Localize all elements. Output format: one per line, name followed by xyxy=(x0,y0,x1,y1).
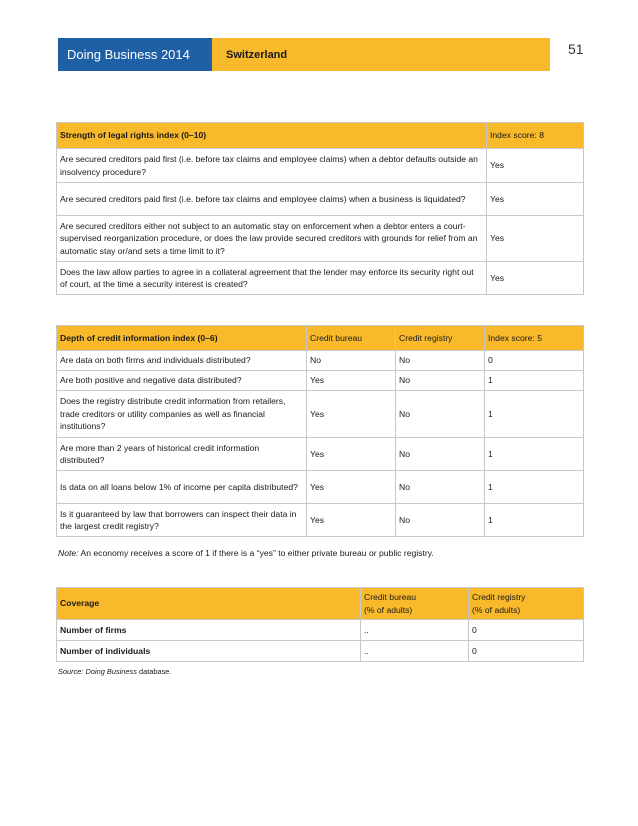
registry-cell: No xyxy=(396,351,485,371)
table-row xyxy=(57,438,584,471)
legal-rights-table xyxy=(56,122,584,295)
question-cell: Are secured creditors paid first (i.e. before tax claims and employee claims) when a debtor defaults outside an insolvency procedure? xyxy=(57,149,487,183)
question-cell: Are both positive and negative data distributed? xyxy=(57,371,307,391)
table-row xyxy=(57,391,584,438)
coverage-bureau-header xyxy=(361,588,469,620)
registry-cell: No xyxy=(396,504,485,537)
table-row xyxy=(57,620,584,641)
coverage-bureau-label: Credit bureau xyxy=(364,592,417,603)
question-cell: Is data on all loans below 1% of income per capita distributed? xyxy=(57,471,307,504)
coverage-registry-label: Credit registry xyxy=(472,592,526,603)
table-row xyxy=(57,216,584,262)
coverage-label: Number of individuals xyxy=(57,641,361,662)
score-cell: 1 xyxy=(485,438,584,471)
coverage-registry-header xyxy=(469,588,584,620)
coverage-registry-unit: (% of adults) xyxy=(472,604,521,615)
bureau-cell: Yes xyxy=(307,391,396,438)
publication-title: Doing Business 2014 xyxy=(58,38,212,71)
answer-cell: Yes xyxy=(487,216,584,262)
question-cell: Are more than 2 years of historical credit information distributed? xyxy=(57,438,307,471)
bureau-cell: Yes xyxy=(307,504,396,537)
question-cell: Does the registry distribute credit information from retailers, trade creditors or utility companies as well as financial institutions? xyxy=(57,391,307,438)
note-text: An economy receives a score of 1 if there is a “yes” to either private bureau or public registry. xyxy=(80,548,434,558)
score-cell: 1 xyxy=(485,504,584,537)
source-rest: database. xyxy=(138,667,172,676)
bureau-cell: Yes xyxy=(307,471,396,504)
coverage-bureau-cell: .. xyxy=(361,641,469,662)
registry-cell: No xyxy=(396,391,485,438)
score-cell: 0 xyxy=(485,351,584,371)
answer-cell: Yes xyxy=(487,183,584,216)
question-cell: Is it guaranteed by law that borrowers can inspect their data in the largest credit registry? xyxy=(57,504,307,537)
credit-info-note xyxy=(58,548,434,558)
bureau-cell: Yes xyxy=(307,438,396,471)
table-header-row xyxy=(57,588,584,620)
table-header-row xyxy=(57,123,584,149)
table-row xyxy=(57,641,584,662)
credit-registry-header: Credit registry xyxy=(396,326,485,351)
table-row xyxy=(57,351,584,371)
registry-cell: No xyxy=(396,371,485,391)
source-note xyxy=(58,667,171,676)
table-row xyxy=(57,262,584,295)
answer-cell: Yes xyxy=(487,262,584,295)
legal-rights-title: Strength of legal rights index (0–10) xyxy=(57,123,487,149)
registry-cell: No xyxy=(396,438,485,471)
coverage-table xyxy=(56,587,584,662)
bureau-cell: No xyxy=(307,351,396,371)
source-italic: Doing Business xyxy=(85,667,137,676)
source-label: Source: xyxy=(58,667,84,676)
page-number: 51 xyxy=(568,41,584,57)
table-row xyxy=(57,471,584,504)
table-row xyxy=(57,183,584,216)
coverage-label: Number of firms xyxy=(57,620,361,641)
coverage-registry-cell: 0 xyxy=(469,641,584,662)
question-cell: Are secured creditors paid first (i.e. before tax claims and employee claims) when a business is liquidated? xyxy=(57,183,487,216)
credit-bureau-header: Credit bureau xyxy=(307,326,396,351)
score-cell: 1 xyxy=(485,391,584,438)
coverage-registry-cell: 0 xyxy=(469,620,584,641)
legal-rights-score: Index score: 8 xyxy=(487,123,584,149)
coverage-bureau-unit: (% of adults) xyxy=(364,604,413,615)
page-header xyxy=(58,38,550,71)
credit-info-table xyxy=(56,325,584,537)
table-row xyxy=(57,149,584,183)
registry-cell: No xyxy=(396,471,485,504)
score-cell: 1 xyxy=(485,371,584,391)
answer-cell: Yes xyxy=(487,149,584,183)
credit-info-score: Index score: 5 xyxy=(485,326,584,351)
table-row xyxy=(57,504,584,537)
question-cell: Are data on both firms and individuals distributed? xyxy=(57,351,307,371)
note-label: Note: xyxy=(58,548,79,558)
credit-info-title: Depth of credit information index (0–6) xyxy=(57,326,307,351)
question-cell: Are secured creditors either not subject to an automatic stay on enforcement when a debtor enters a court-supervised reorganization procedure, or does the law provide secured creditors with grounds for relief from an automatic stay or/and sets a time limit to it? xyxy=(57,216,487,262)
coverage-title: Coverage xyxy=(57,588,361,620)
table-row xyxy=(57,371,584,391)
question-cell: Does the law allow parties to agree in a collateral agreement that the lender may enforce its security right out of court, at the time a security interest is created? xyxy=(57,262,487,295)
table-header-row xyxy=(57,326,584,351)
score-cell: 1 xyxy=(485,471,584,504)
bureau-cell: Yes xyxy=(307,371,396,391)
coverage-bureau-cell: .. xyxy=(361,620,469,641)
country-name: Switzerland xyxy=(212,38,550,71)
